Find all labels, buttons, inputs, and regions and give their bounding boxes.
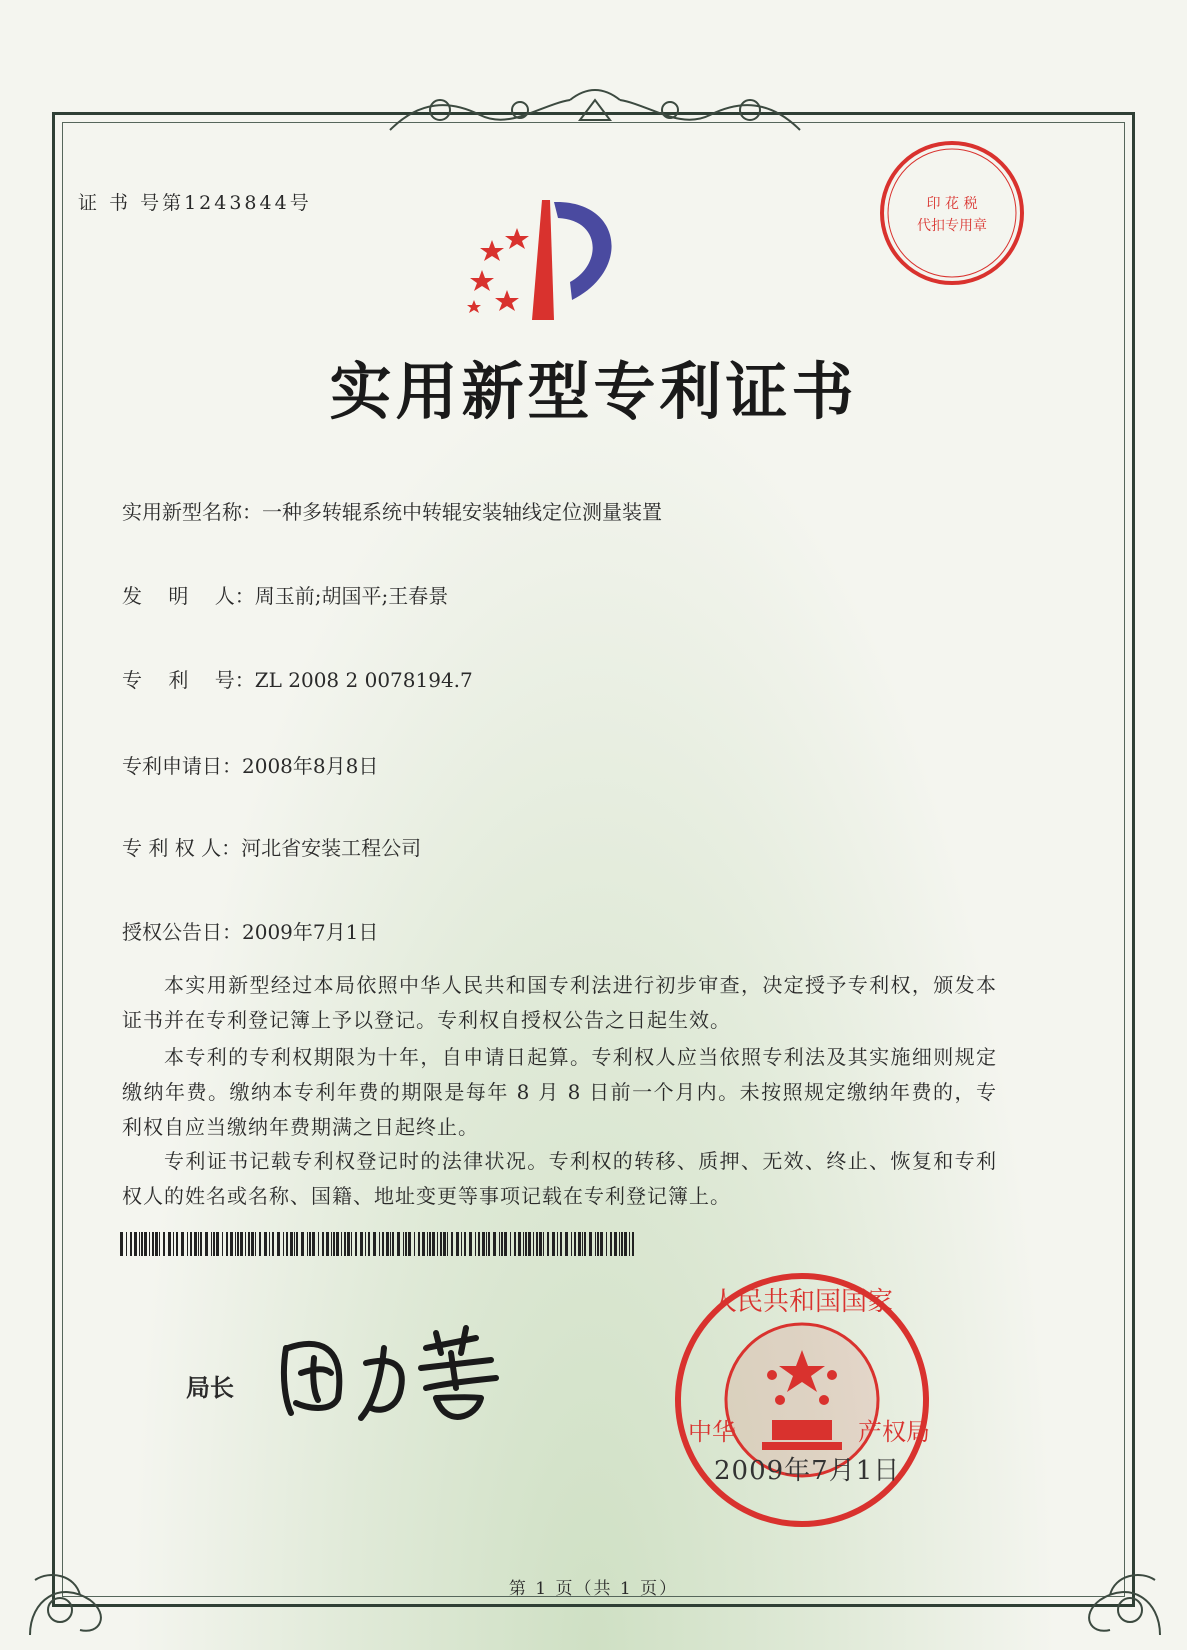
barcode-bar [173, 1232, 174, 1256]
barcode-bar [301, 1232, 304, 1256]
barcode-bar [264, 1232, 267, 1256]
barcode-bar [418, 1232, 420, 1256]
barcode-bar [478, 1232, 480, 1256]
barcode-bar [365, 1232, 366, 1256]
barcode-bar [543, 1232, 544, 1256]
field-grant-date [122, 916, 378, 945]
barcode-bar [286, 1232, 288, 1256]
barcode-bar [597, 1232, 599, 1256]
barcode-bar [347, 1232, 350, 1256]
barcode-bar [163, 1232, 165, 1256]
barcode-bar [216, 1232, 219, 1256]
field-label: 实用新型名称： [122, 500, 262, 524]
top-ornament [380, 80, 810, 140]
barcode-bar [187, 1232, 188, 1256]
barcode-bar [488, 1232, 490, 1256]
barcode-bar [523, 1232, 524, 1256]
barcode-bar [557, 1232, 558, 1256]
barcode-bar [571, 1232, 572, 1256]
barcode-bar [200, 1232, 202, 1256]
barcode-bar [469, 1232, 472, 1256]
barcode-bar [159, 1232, 160, 1256]
barcode-bar [499, 1232, 500, 1256]
barcode-bar [235, 1232, 236, 1256]
field-value: 一种多转辊系统中转辊安装轴线定位测量装置 [262, 500, 662, 524]
field-value: ZL 2008 2 0078194.7 [254, 668, 473, 692]
tax-stamp-seal [877, 138, 1027, 288]
barcode-bar [518, 1232, 521, 1256]
barcode-bar [582, 1232, 583, 1256]
field-inventors [122, 580, 448, 609]
seal-date: 2009年7月1日 [714, 1456, 901, 1486]
field-utility-model-name [122, 496, 662, 525]
barcode-bar [619, 1232, 620, 1256]
barcode-bar [168, 1232, 171, 1256]
barcode-bar [382, 1232, 384, 1256]
barcode-bar [552, 1232, 555, 1256]
barcode-bar [456, 1232, 459, 1256]
barcode-bar [336, 1232, 339, 1256]
barcode-bar [213, 1232, 215, 1256]
barcode-bar [277, 1232, 280, 1256]
barcode-bar [141, 1232, 143, 1256]
barcode-bar [296, 1232, 298, 1256]
barcode-bar [589, 1232, 592, 1256]
barcode-bar [130, 1232, 132, 1256]
barcode-bar [392, 1232, 394, 1256]
barcode-bar [379, 1232, 380, 1256]
barcode-bar [149, 1232, 150, 1256]
barcode-bar [211, 1232, 212, 1256]
barcode-bar [408, 1232, 411, 1256]
barcode-bar [222, 1232, 223, 1256]
barcode-bar [437, 1232, 438, 1256]
paragraph-grant-statement: 本实用新型经过本局依照中华人民共和国专利法进行初步审查，决定授予专利权，颁发本证书并在专利登记簿上予以登记。专利权自授权公告之日起生效。 [122, 973, 997, 1032]
barcode-bar [230, 1232, 233, 1256]
barcode-bar [614, 1232, 617, 1256]
barcode-bar [333, 1232, 335, 1256]
field-label: 授权公告日： [122, 920, 242, 944]
patent-office-emblem [462, 190, 652, 330]
barcode-bar [126, 1232, 127, 1256]
barcode-bar [493, 1232, 496, 1256]
barcode-bar [360, 1232, 363, 1256]
barcode-bar [405, 1232, 407, 1256]
barcode-bar [190, 1232, 192, 1256]
barcode [120, 1232, 635, 1256]
barcode-bar [536, 1232, 538, 1256]
page-footer: 第 1 页（共 1 页） [508, 1579, 679, 1599]
svg-text:中华: 中华 [688, 1418, 736, 1446]
field-patent-number [122, 664, 473, 693]
barcode-bar [390, 1232, 391, 1256]
barcode-bar [283, 1232, 284, 1256]
barcode-bar [427, 1232, 428, 1256]
field-label: 专 利 号： [122, 668, 255, 692]
field-value: 河北省安装工程公司 [241, 836, 422, 860]
barcode-bar [600, 1232, 603, 1256]
barcode-bar [414, 1232, 415, 1256]
barcode-bar [144, 1232, 147, 1256]
barcode-bar [624, 1232, 627, 1256]
svg-text:印 花 税: 印 花 税 [926, 196, 978, 212]
barcode-bar [240, 1232, 243, 1256]
field-value: 周玉前;胡国平;王春景 [254, 584, 449, 608]
barcode-bar [272, 1232, 274, 1256]
barcode-bar [440, 1232, 442, 1256]
barcode-bar [422, 1232, 425, 1256]
barcode-bar [533, 1232, 534, 1256]
barcode-bar [447, 1232, 448, 1256]
barcode-bar [226, 1232, 228, 1256]
director-label: 局长 [186, 1374, 234, 1402]
barcode-bar [248, 1232, 250, 1256]
barcode-bar [269, 1232, 270, 1256]
barcode-bar [134, 1232, 137, 1256]
barcode-bar [629, 1232, 630, 1256]
barcode-bar [574, 1232, 576, 1256]
barcode-bar [290, 1232, 293, 1256]
barcode-bar [578, 1232, 581, 1256]
barcode-bar [510, 1232, 511, 1256]
barcode-bar [501, 1232, 503, 1256]
svg-text:代扣专用章: 代扣专用章 [917, 218, 987, 234]
barcode-bar [451, 1232, 453, 1256]
paragraph-term-statement: 本专利的专利权期限为十年，自申请日起算。专利权人应当依照专利法及其实施细则规定缴纳年费。缴纳本专利年费的期限是每年 8 月 8 日前一个月内。未按照规定缴纳年费的，专利权自应当缴纳年费期满之日起终止。 [122, 1045, 997, 1139]
field-label: 发 明 人： [122, 584, 255, 608]
barcode-bar [152, 1232, 154, 1256]
field-value: 2009年7月1日 [242, 920, 379, 944]
barcode-bar [341, 1232, 342, 1256]
field-application-date [122, 750, 378, 779]
field-label: 专利申请日： [122, 754, 242, 778]
barcode-bar [255, 1232, 256, 1256]
barcode-bar [198, 1232, 199, 1256]
national-ip-office-seal [672, 1270, 932, 1530]
barcode-bar [504, 1232, 507, 1256]
barcode-bar [318, 1232, 319, 1256]
barcode-bar [155, 1232, 158, 1256]
barcode-bar [429, 1232, 431, 1256]
barcode-bar [194, 1232, 197, 1256]
barcode-bar [309, 1232, 311, 1256]
barcode-bar [139, 1232, 140, 1256]
barcode-bar [475, 1232, 476, 1256]
field-label: 专 利 权 人： [122, 836, 242, 860]
barcode-bar [312, 1232, 315, 1256]
barcode-bar [344, 1232, 346, 1256]
barcode-bar [443, 1232, 446, 1256]
barcode-bar [539, 1232, 542, 1256]
barcode-bar [368, 1232, 370, 1256]
barcode-bar [621, 1232, 623, 1256]
barcode-bar [237, 1232, 239, 1256]
barcode-bar [403, 1232, 404, 1256]
barcode-bar [251, 1232, 254, 1256]
barcode-bar [584, 1232, 586, 1256]
barcode-bar [461, 1232, 462, 1256]
barcode-bar [120, 1232, 123, 1256]
barcode-bar [205, 1232, 208, 1256]
svg-text:人民共和国国家: 人民共和国国家 [710, 1287, 894, 1317]
barcode-bar [432, 1232, 435, 1256]
barcode-bar [331, 1232, 332, 1256]
barcode-bar [486, 1232, 487, 1256]
barcode-bar [610, 1232, 612, 1256]
barcode-bar [245, 1232, 246, 1256]
barcode-bar [606, 1232, 607, 1256]
barcode-bar [181, 1232, 184, 1256]
svg-text:产权局: 产权局 [858, 1418, 930, 1446]
field-value: 2008年8月8日 [242, 754, 379, 778]
director-signature [276, 1318, 506, 1428]
barcode-bar [560, 1232, 562, 1256]
barcode-bar [514, 1232, 516, 1256]
barcode-bar [632, 1232, 634, 1256]
barcode-bar [373, 1232, 376, 1256]
barcode-bar [464, 1232, 466, 1256]
barcode-bar [595, 1232, 596, 1256]
paragraph-legal-status: 专利证书记载专利权登记时的法律状况。专利权的转移、质押、无效、终止、恢复和专利权人的姓名或名称、国籍、地址变更等事项记载在专利登记簿上。 [122, 1149, 997, 1208]
barcode-bar [322, 1232, 324, 1256]
barcode-bar [397, 1232, 400, 1256]
barcode-bar [482, 1232, 485, 1256]
barcode-bar [565, 1232, 568, 1256]
barcode-bar [259, 1232, 261, 1256]
certificate-number: 证 书 号第1243844号 [78, 192, 312, 214]
barcode-bar [528, 1232, 531, 1256]
barcode-bar [386, 1232, 389, 1256]
barcode-bar [326, 1232, 329, 1256]
certificate-title: 实用新型专利证书 [329, 355, 858, 428]
barcode-bar [307, 1232, 308, 1256]
barcode-bar [355, 1232, 357, 1256]
barcode-bar [547, 1232, 549, 1256]
barcode-bar [294, 1232, 295, 1256]
barcode-bar [525, 1232, 527, 1256]
field-patentee [122, 832, 421, 861]
barcode-bar [351, 1232, 352, 1256]
barcode-bar [176, 1232, 178, 1256]
